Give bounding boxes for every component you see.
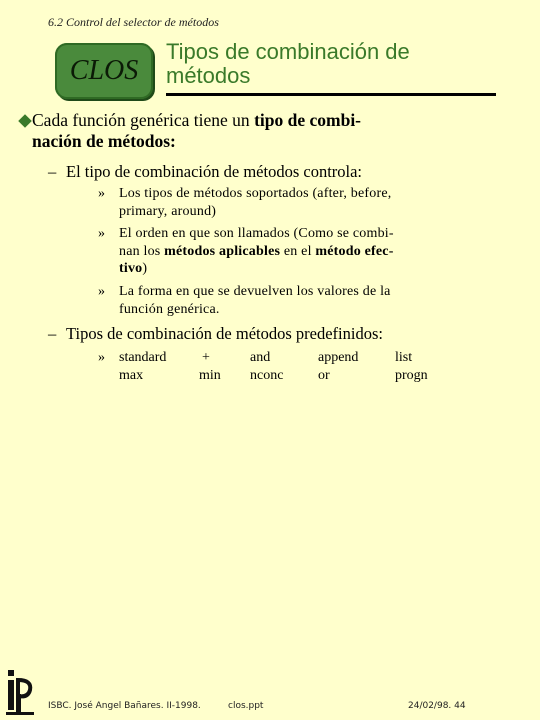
list-item-line: Los tipos de métodos soportados (after, before,: [119, 186, 392, 201]
combo-type: progn: [395, 367, 428, 383]
list-item-line: [119, 243, 429, 261]
bullet-text-bold: tipo de combi-: [254, 110, 362, 130]
dash-marker: –: [48, 162, 57, 181]
list-item: [98, 283, 429, 318]
sub-bullet-predefined: [48, 324, 506, 344]
combo-column: [250, 349, 283, 384]
combo-type: standard: [119, 350, 167, 365]
slide-title: [166, 40, 496, 88]
bullet-text-a: Cada función genérica tiene un: [32, 110, 255, 130]
clos-badge: [55, 43, 153, 99]
combo-column: [199, 349, 221, 384]
footer-center: clos.ppt: [228, 701, 264, 711]
logo-icon: [6, 668, 34, 716]
title-line-2: métodos: [166, 63, 251, 88]
combo-type: append: [318, 350, 359, 365]
list-item-line: primary, around): [119, 203, 217, 219]
chevron-marker: »: [98, 186, 106, 201]
title-rule: [166, 93, 496, 96]
main-bullet: [32, 110, 502, 152]
combo-type: min: [199, 367, 221, 383]
combo-type: list: [395, 350, 413, 365]
list-item-line: función genérica.: [119, 301, 220, 317]
text-run-bold: métodos aplicables: [164, 243, 281, 259]
list-item-line: El orden en que son llamados (Como se combi-: [119, 226, 394, 241]
sub-bullet-label: El tipo de combinación de métodos controla:: [66, 162, 363, 181]
sub-bullet-controls: [48, 162, 506, 182]
diamond-icon: [18, 114, 32, 128]
list-item-line: [119, 260, 429, 278]
combo-type: +: [202, 350, 210, 365]
combo-type: max: [119, 367, 144, 383]
combo-column: [119, 349, 166, 384]
dash-marker: –: [48, 324, 57, 343]
text-run: ): [142, 261, 148, 276]
sub-bullet-label: Tipos de combinación de métodos predefinidos:: [66, 324, 383, 343]
footer-right: 24/02/98. 44: [408, 701, 466, 711]
text-run-bold: método efec-: [315, 243, 394, 259]
text-run-bold: tivo: [119, 261, 143, 276]
footer-left: ISBC. José Angel Bañares. II-1998.: [48, 701, 201, 711]
combo-type: nconc: [250, 367, 284, 383]
list-item: [98, 225, 429, 278]
chevron-marker: »: [98, 350, 105, 365]
page-header: 6.2 Control del selector de métodos: [48, 15, 219, 29]
title-line-1: Tipos de combinación de: [166, 39, 410, 64]
combo-type: and: [250, 350, 271, 365]
bullet-line2-bold: nación de métodos:: [32, 131, 176, 151]
combo-column: [395, 349, 428, 384]
combo-column: [318, 349, 358, 384]
combo-type: or: [318, 367, 330, 383]
text-run: en el: [280, 243, 316, 259]
text-run: nan los: [119, 243, 165, 259]
badge-label: CLOS: [69, 55, 139, 86]
chevron-marker: »: [98, 284, 106, 299]
chevron-marker: »: [98, 226, 106, 241]
list-item-line: La forma en que se devuelven los valores de la: [119, 284, 391, 299]
list-item: [98, 185, 429, 220]
